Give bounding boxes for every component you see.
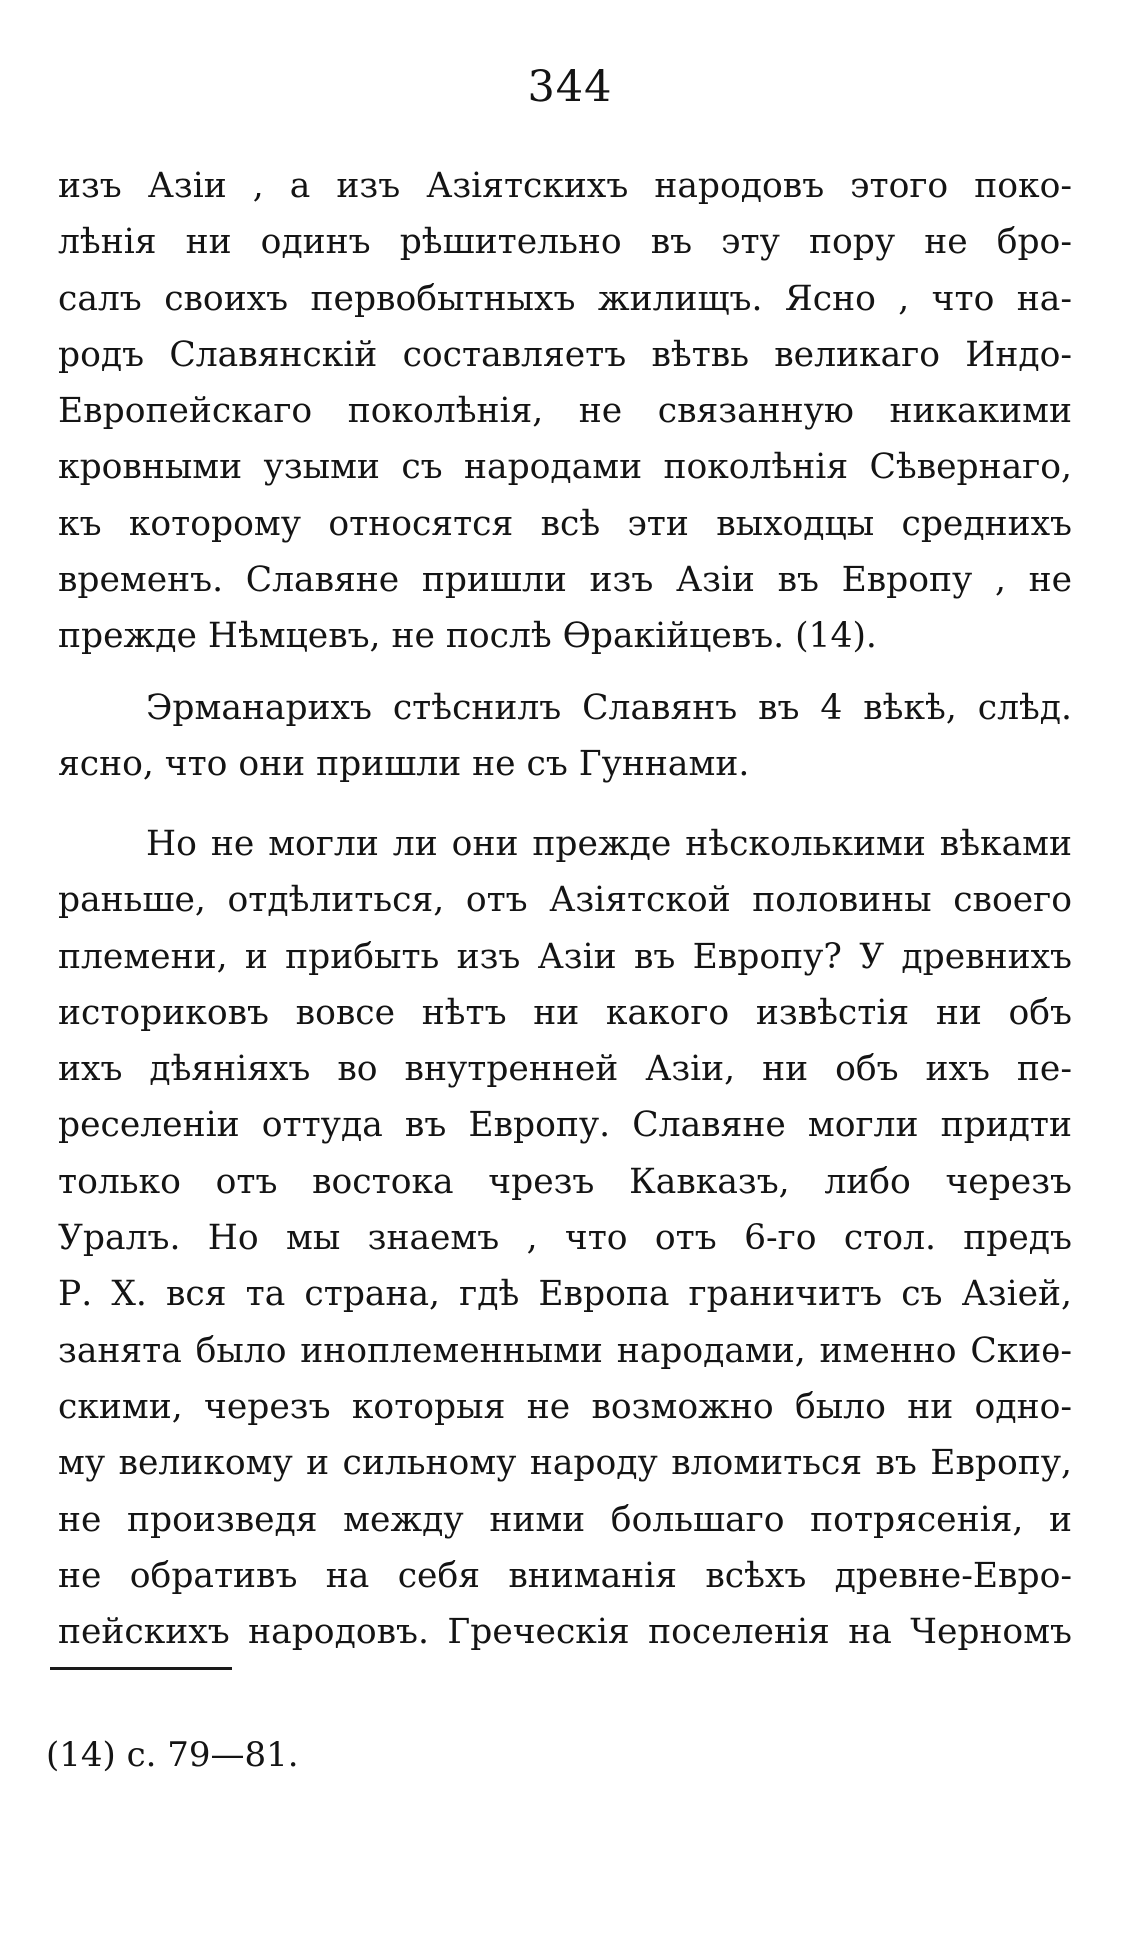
text-line: прежде Нѣмцевъ, не послѣ Ѳракійцевъ. (14).: [58, 616, 877, 657]
text-line: Уралъ. Но мы знаемъ , что отъ 6-го стол. предъ: [58, 1218, 1072, 1259]
text-line: изъ Азіи , а изъ Азіятскихъ народовъ этого поко-: [58, 166, 1072, 206]
text-line: временъ. Славяне пришли изъ Азіи въ Европу , не: [58, 560, 1072, 601]
text-line: занята было иноплеменными народами, именно Скиѳ-: [58, 1330, 1072, 1371]
paragraph-3: [58, 816, 1072, 1660]
footnote-divider: [50, 1667, 232, 1670]
text-line: раньше, отдѣлиться, отъ Азіятской половины своего: [58, 880, 1072, 921]
paragraph-1: [58, 158, 1072, 665]
paragraph-2: [58, 680, 1072, 793]
text-line: Но не могли ли они прежде нѣсколькими вѣками: [146, 824, 1072, 864]
text-line: историковъ вовсе нѣтъ ни какого извѣстія ни объ: [58, 992, 1072, 1033]
text-line: племени, и прибыть изъ Азіи въ Европу? У древнихъ: [58, 936, 1072, 977]
text-line: не обративъ на себя вниманія всѣхъ древне-Евро-: [58, 1555, 1072, 1596]
text-line: ихъ дѣяніяхъ во внутренней Азіи, ни объ ихъ пе-: [58, 1049, 1072, 1090]
footnote: (14) с. 79—81.: [46, 1735, 299, 1775]
text-line: пейскихъ народовъ. Греческія поселенія на Черномъ: [58, 1612, 1072, 1653]
text-line: лѣнія ни одинъ рѣшительно въ эту пору не бро-: [58, 222, 1072, 263]
text-line: только отъ востока чрезъ Кавказъ, либо черезъ: [58, 1161, 1072, 1202]
text-line: ясно, что они пришли не съ Гуннами.: [58, 744, 750, 785]
text-line: къ которому относятся всѣ эти выходцы среднихъ: [58, 503, 1072, 544]
text-line: Европейскаго поколѣнія, не связанную никакими: [58, 391, 1072, 432]
page-number: 344: [527, 62, 613, 112]
text-line: не произведя между ними большаго потрясенія, и: [58, 1499, 1072, 1540]
text-line: му великому и сильному народу вломиться въ Европу,: [58, 1443, 1072, 1484]
text-line: Р. Х. вся та страна, гдѣ Европа граничитъ съ Азіей,: [58, 1274, 1072, 1315]
text-line: скими, черезъ которыя не возможно было ни одно-: [58, 1386, 1072, 1427]
text-line: Эрманарихъ стѣснилъ Славянъ въ 4 вѣкѣ, слѣд.: [146, 688, 1072, 728]
text-line: салъ своихъ первобытныхъ жилищъ. Ясно , что на-: [58, 278, 1072, 319]
text-line: реселеніи оттуда въ Европу. Славяне могли придти: [58, 1105, 1072, 1146]
text-line: кровными узыми съ народами поколѣнія Сѣвернаго,: [58, 447, 1072, 488]
text-line: родъ Славянскій составляетъ вѣтвь великаго Индо-: [58, 334, 1072, 375]
